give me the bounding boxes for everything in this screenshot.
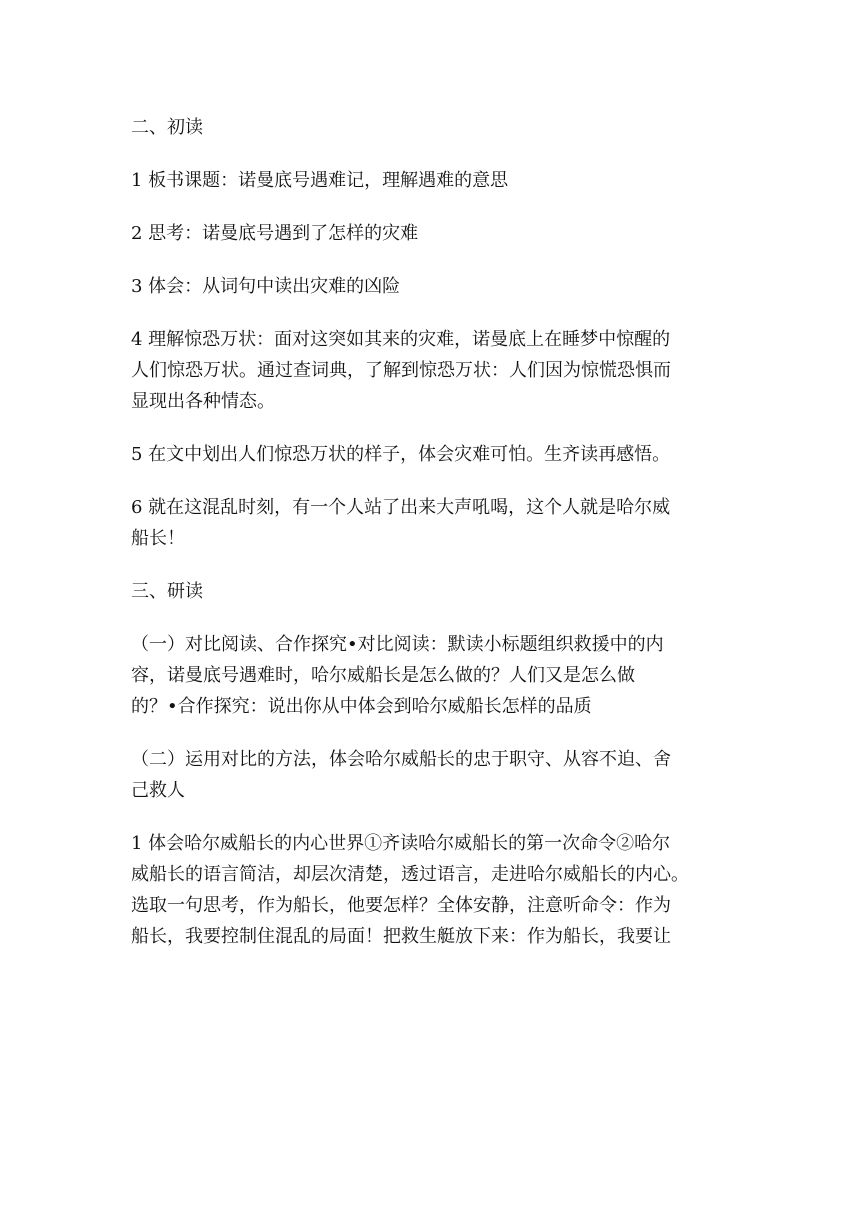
text-line: 二、初读 [131, 117, 203, 138]
text-line: 的？•合作探究：说出你从中体会到哈尔威船长怎样的品质 [131, 696, 592, 717]
paragraph-captain-inner-world [131, 828, 735, 952]
paragraph-4 [131, 324, 735, 417]
paragraph-contrast-method [131, 744, 735, 806]
text-line: 1 板书课题：诺曼底号遇难记，理解遇难的意思 [131, 170, 509, 191]
document-body [131, 112, 735, 974]
text-line: 人们惊恐万状。通过查词典，了解到惊恐万状：人们因为惊慌恐惧而 [131, 360, 671, 381]
text-line: 容，诺曼底号遇难时，哈尔威船长是怎么做的？人们又是怎么做 [131, 665, 635, 686]
text-line: 威船长的语言简洁，却层次清楚，透过语言，走进哈尔威船长的内心。 [131, 864, 689, 885]
text-line: 1 体会哈尔威船长的内心世界①齐读哈尔威船长的第一次命令②哈尔 [131, 833, 671, 854]
text-line: 船长！ [131, 528, 185, 549]
text-line: 三、研读 [131, 581, 203, 602]
text-line: 选取一句思考，作为船长，他要怎样？全体安静，注意听命令：作为 [131, 895, 671, 916]
text-line: 2 思考：诺曼底号遇到了怎样的灾难 [131, 223, 419, 244]
text-line: 5 在文中划出人们惊恐万状的样子，体会灾难可怕。生齐读再感悟。 [131, 444, 671, 465]
paragraph-6 [131, 492, 735, 554]
paragraph-compare-read [131, 629, 735, 722]
text-line: 6 就在这混乱时刻，有一个人站了出来大声吼喝，这个人就是哈尔威 [131, 497, 671, 518]
paragraph-3 [131, 271, 735, 302]
text-line: 3 体会：从词句中读出灾难的凶险 [131, 276, 401, 297]
paragraph-2 [131, 218, 735, 249]
text-line: 显现出各种情态。 [131, 391, 275, 412]
paragraph-5 [131, 439, 735, 470]
text-line: （一）对比阅读、合作探究•对比阅读：默读小标题组织救援中的内 [131, 634, 664, 655]
text-line: 船长，我要控制住混乱的局面！把救生艇放下来：作为船长，我要让 [131, 926, 671, 947]
section-heading-study [131, 576, 735, 607]
paragraph-1 [131, 165, 735, 196]
section-heading-first-reading [131, 112, 735, 143]
text-line: （二）运用对比的方法，体会哈尔威船长的忠于职守、从容不迫、舍 [131, 749, 671, 770]
text-line: 4 理解惊恐万状：面对这突如其来的灾难，诺曼底上在睡梦中惊醒的 [131, 329, 671, 350]
text-line: 己救人 [131, 780, 185, 801]
